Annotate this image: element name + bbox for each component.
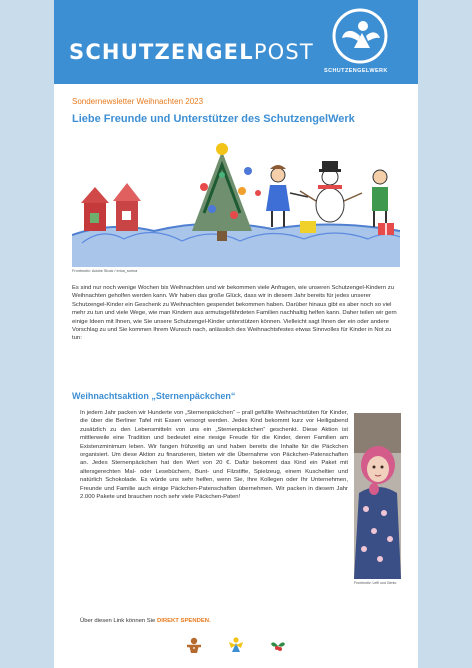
section-body: In jedem Jahr packen wir Hunderte von „Sternenpäckchen“ – prall gefüllte Weihnachtstüten für Kinder, die über die Berliner Tafel mit Essen versorgt werden. Jedes Kind bekommt kurz vor Heiligabend zusätzlich zu den Lebensmitteln von uns ein „Sternenpäckchen“ geschenkt. Diese Aktion ist mittlerweile eine Tradition und bedeutet eine riesige Freude für die Kinder, deren Familien am Existenzminimum leben. Wir fangen frühzeitig an und haben bereits die Inhalte für die Päckchen organisiert. Um diese Aktion zu finanzieren, bieten wir die Übernahme von Päckchen-Patenschaften an. Jedes Sternenpäckchen hat den Wert von 20 €. Dafür bekommt das Kind ein Paket mit altersgerechten Mal- oder Lesebüchern, Bunt- und Filzstifte, Spielzeug, einem Kuscheltier und natürlich Schokolade. Es würde uns sehr helfen, wenn Sie, Ihre Kollegen oder Ihr Unternehmen, Freunde und Familie auch einige Päckchen-Patenschaften übernehmen. Wir packen in diesem Jahr 2.000 Pakete und brauchen noch sehr viele Päckchen-Paten! bbox=[80, 410, 348, 501]
intro-paragraph: Es sind nur noch wenige Wochen bis Weihnachten und wir bekommen viele Anfragen, wie unseren Schutzengel-Kindern zu Weihnachten geholfen werden kann. Wir haben das große Glück, dass wir in diesem Jahr bereits für jedes unserer Schutzengel-Kinder ein Geschenk zu Weihnachten gespendet bekommen haben. Darüber hinaus gibt es aber noch so viel mehr zu tun und viele Wege, wie man Kindern aus armutsgefährdeten Familien nachhaltig helfen kann. Daher teilen wir gern einige Ideen mit Ihnen, wie Sie unsere Schutzengel-Kinder unterstützen können. Vielleicht sagt Ihnen der ein oder andere Vorschlag zu und Sie kommen Ihrem Wunsch nach, anlässlich des Weihnachtsfestes etwas Sinnvolles für Kinder in Not zu tun: bbox=[72, 285, 397, 342]
angel-icon bbox=[332, 8, 388, 64]
newsletter-kicker: Sondernewsletter Weihnachten 2023 bbox=[72, 97, 204, 106]
brand-wordmark: SCHUTZENGELPOST bbox=[69, 40, 314, 64]
child-photo bbox=[354, 413, 401, 579]
section-title: Weihnachtsaktion „Sternenpäckchen“ bbox=[72, 391, 236, 401]
image-credit: Frontmotiv: Adobe Stock / erica_sorina bbox=[72, 269, 138, 273]
donate-link[interactable]: DIREKT SPENDEN. bbox=[156, 618, 211, 624]
gingerbread-icon bbox=[185, 636, 203, 654]
child-drawing-image bbox=[72, 131, 400, 267]
donate-line: Über diesen Link können Sie DIREKT SPENDEN. bbox=[80, 618, 211, 624]
newsletter-header bbox=[54, 0, 418, 84]
photo-credit: Frontmotiv: Leffi und Gento bbox=[354, 581, 397, 585]
angel-ornament-icon bbox=[227, 636, 245, 654]
logo-text: SCHUTZENGELWERK bbox=[324, 68, 388, 74]
newsletter-title: Liebe Freunde und Unterstützer des SchutzengelWerk bbox=[72, 113, 355, 125]
holly-icon bbox=[269, 636, 287, 654]
newsletter-sheet bbox=[54, 0, 418, 668]
